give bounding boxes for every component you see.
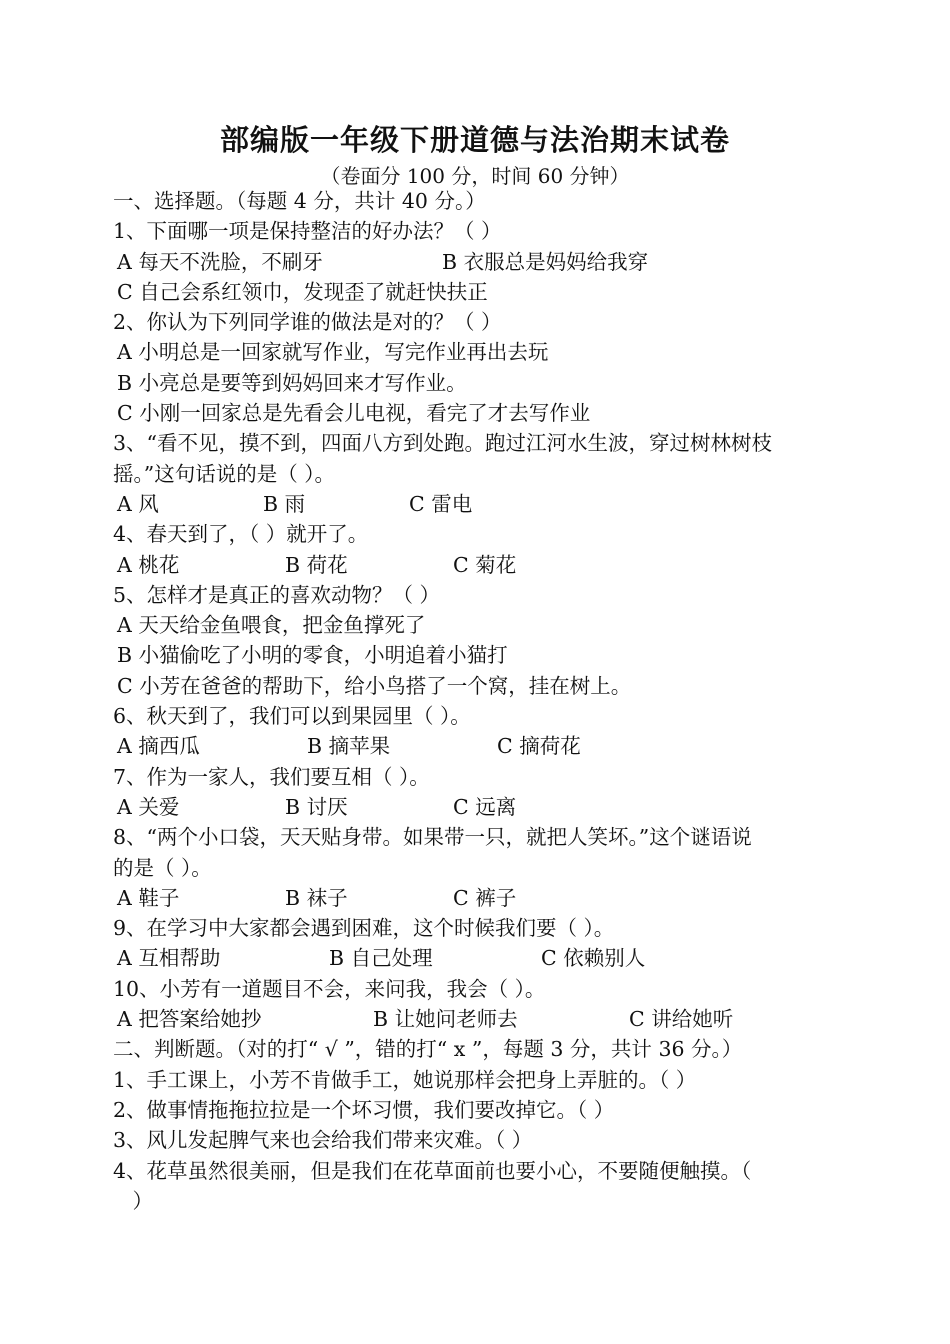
question-6-options [113, 731, 843, 761]
question-10-option-b: B 让她问老师去 [373, 1007, 518, 1032]
question-3-stem-line1: 3、“看不见，摸不到，四面八方到处跑。跑过江河水生波，穿过树林树枝 [113, 431, 773, 456]
question-10-options [113, 1004, 843, 1034]
question-8-stem-line2: 的是（ ）。 [113, 855, 212, 880]
question-7-options [113, 792, 843, 822]
page-subtitle: （卷面分 100 分，时间 60 分钟） [320, 164, 630, 188]
question-7-option-c: C 远离 [453, 794, 517, 819]
question-4-option-c: C 菊花 [453, 552, 517, 577]
question-5-stem: 5、怎样才是真正的喜欢动物？（ ） [113, 582, 441, 607]
question-4-option-b: B 荷花 [285, 552, 348, 577]
question-7-option-a: A 关爱 [117, 794, 180, 819]
question-8-option-b: B 袜子 [285, 885, 348, 910]
question-8-option-c: C 裤子 [453, 885, 517, 910]
question-2-stem: 2、你认为下列同学谁的做法是对的？（ ） [113, 310, 502, 335]
exam-body [113, 186, 843, 1216]
judgement-4-line2: ） [113, 1188, 154, 1213]
judgement-3: 3、风儿发起脾气来也会给我们带来灾难。（ ） [113, 1128, 533, 1153]
question-10-option-a: A 把答案给她抄 [117, 1007, 262, 1032]
question-7-stem: 7、作为一家人，我们要互相（ ）。 [113, 764, 430, 789]
question-5-option-a: A 天天给金鱼喂食，把金鱼撑死了 [117, 613, 426, 638]
question-2-option-c: C 小刚一回家总是先看会儿电视，看完了才去写作业 [117, 401, 591, 426]
question-10-stem: 10、小芳有一道题目不会，来问我，我会（ ）。 [113, 976, 546, 1001]
question-6-stem: 6、秋天到了，我们可以到果园里（ ）。 [113, 704, 471, 729]
question-3-options [113, 489, 843, 519]
question-9-stem: 9、在学习中大家都会遇到困难，这个时候我们要（ ）。 [113, 916, 615, 941]
question-6-option-b: B 摘苹果 [307, 734, 391, 759]
question-10-option-c: C 讲给她听 [629, 1007, 734, 1032]
question-8-options [113, 883, 843, 913]
question-8-option-a: A 鞋子 [117, 885, 180, 910]
question-6-option-a: A 摘西瓜 [117, 734, 200, 759]
page-title: 部编版一年级下册道德与法治期末试卷 [219, 123, 730, 157]
question-5-option-b: B 小猫偷吃了小明的零食，小明追着小猫打 [117, 643, 508, 668]
section-heading-judgement: 二、判断题。（对的打“ √ ”，错的打“ x ”，每题 3 分，共计 36 分。） [113, 1037, 743, 1062]
question-1-option-c: C 自己会系红领巾，发现歪了就赶快扶正 [117, 279, 488, 304]
judgement-2: 2、做事情拖拖拉拉是一个坏习惯，我们要改掉它。（ ） [113, 1097, 615, 1122]
question-4-options [113, 550, 843, 580]
judgement-1: 1、手工课上，小芳不肯做手工，她说那样会把身上弄脏的。（ ） [113, 1067, 697, 1092]
question-4-option-a: A 桃花 [117, 552, 180, 577]
question-3-option-c: C 雷电 [409, 491, 473, 516]
question-9-option-b: B 自己处理 [329, 946, 433, 971]
question-1-stem: 1、下面哪一项是保持整洁的好办法？（ ） [113, 219, 502, 244]
question-3-stem-line2: 摇。”这句话说的是（ ）。 [113, 461, 335, 486]
question-8-stem-line1: 8、“两个小口袋，天天贴身带。如果带一只，就把人笑坏。”这个谜语说 [113, 825, 752, 850]
question-1-option-a: A 每天不洗脸，不刷牙 [117, 249, 323, 274]
question-7-option-b: B 讨厌 [285, 794, 348, 819]
question-5-option-c: C 小芳在爸爸的帮助下，给小鸟搭了一个窝，挂在树上。 [117, 673, 632, 698]
judgement-4-line1: 4、花草虽然很美丽，但是我们在花草面前也要小心，不要随便触摸。（ [113, 1158, 752, 1183]
question-9-option-c: C 依赖别人 [541, 946, 646, 971]
question-3-option-a: A 风 [117, 491, 159, 516]
section-heading-choice: 一、选择题。（每题 4 分，共计 40 分。） [113, 189, 486, 213]
question-9-option-a: A 互相帮助 [117, 946, 221, 971]
question-6-option-c: C 摘荷花 [497, 734, 581, 759]
question-2-option-b: B 小亮总是要等到妈妈回来才写作业。 [117, 370, 467, 395]
question-1-options-ab [113, 247, 843, 277]
question-1-option-b: B 衣服总是妈妈给我穿 [442, 249, 649, 274]
question-9-options [113, 943, 843, 973]
question-2-option-a: A 小明总是一回家就写作业，写完作业再出去玩 [117, 340, 549, 365]
question-3-option-b: B 雨 [263, 491, 306, 516]
question-4-stem: 4、春天到了，（ ）就开了。 [113, 522, 369, 547]
